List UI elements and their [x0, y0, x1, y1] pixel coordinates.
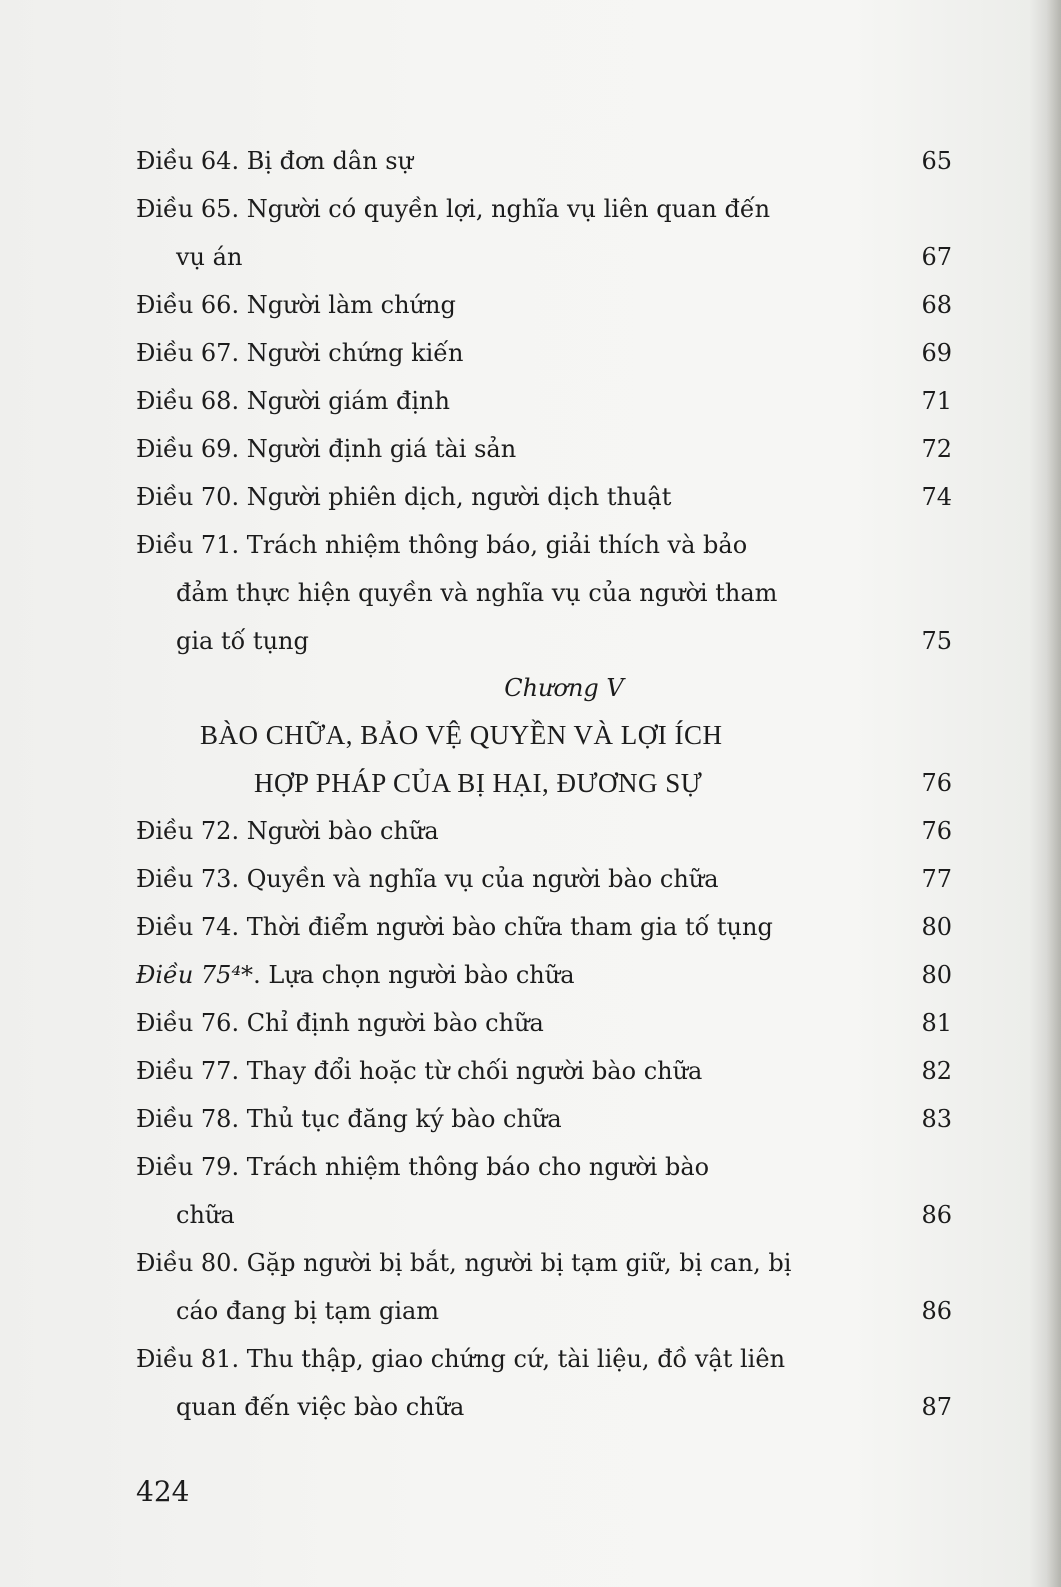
toc-entry-label: Điều 66. Người làm chứng [136, 291, 456, 319]
toc-entry-label: Điều 65. Người có quyền lợi, nghĩa vụ liên quan đến [136, 195, 771, 223]
toc-entry-label: Điều 71. Trách nhiệm thông báo, giải thích và bảo [136, 531, 748, 559]
toc-entry-label: Điều 69. Người định giá tài sản [136, 435, 517, 463]
toc-entry-label: quan đến việc bào chữa [176, 1393, 465, 1421]
toc-entry-label: gia tố tụng [176, 627, 309, 655]
toc-entry-label: vụ án [176, 243, 243, 271]
toc-entry [136, 855, 952, 903]
toc-entry-label-prefix: Điều 75⁴* [136, 961, 254, 989]
toc-entry-label: Điều 64. Bị đơn dân sự [136, 147, 414, 175]
toc-entry-label [136, 951, 575, 999]
toc-entry-label: Điều 78. Thủ tục đăng ký bào chữa [136, 1105, 562, 1133]
toc-entry [136, 951, 952, 999]
toc-entry-label: Điều 67. Người chứng kiến [136, 339, 464, 367]
toc-entry-page: 74 [921, 483, 952, 511]
toc-entry-page: 82 [921, 1057, 952, 1085]
toc-entry-page: 77 [921, 865, 952, 893]
toc-entry-page: 72 [921, 435, 952, 463]
toc-entry [136, 473, 952, 521]
toc-entry-page: 76 [921, 817, 952, 845]
toc-entry [136, 329, 952, 377]
toc-entry-page: 80 [921, 961, 952, 989]
toc-entry-page: 67 [921, 243, 952, 271]
toc-entry-label: Điều 70. Người phiên dịch, người dịch thuật [136, 483, 672, 511]
chapter-title: HỢP PHÁP CỦA BỊ HẠI, ĐƯƠNG SỰ [254, 768, 703, 798]
toc-entry-continuation [136, 1287, 952, 1335]
toc-entry-label: Điều 81. Thu thập, giao chứng cứ, tài liệu, đồ vật liên [136, 1345, 786, 1373]
page-edge [1047, 0, 1061, 1587]
toc-entry-page: 86 [921, 1297, 952, 1325]
toc-entry-page: 65 [921, 147, 952, 175]
toc-entry [136, 999, 952, 1047]
toc-entry-page: 71 [921, 387, 952, 415]
toc-entry [136, 1143, 952, 1191]
toc-entry-label: Điều 73. Quyền và nghĩa vụ của người bào chữa [136, 865, 719, 893]
toc-entry [136, 1239, 952, 1287]
toc-entry-continuation [136, 233, 952, 281]
toc-entry-page: 86 [921, 1201, 952, 1229]
toc-entry-page: 87 [921, 1393, 952, 1421]
toc-entry-page: 69 [921, 339, 952, 367]
toc-entry-page: 75 [921, 627, 952, 655]
toc-entry-continuation [136, 1191, 952, 1239]
toc-entry-label: đảm thực hiện quyền và nghĩa vụ của người tham [176, 579, 778, 607]
toc-entry-page: 81 [921, 1009, 952, 1037]
toc-entry-label: Điều 68. Người giám định [136, 387, 450, 415]
table-of-contents [136, 137, 952, 1431]
toc-entry-label: Điều 77. Thay đổi hoặc từ chối người bào chữa [136, 1057, 703, 1085]
chapter-page: 76 [921, 769, 952, 797]
toc-entry [136, 281, 952, 329]
page-number: 424 [136, 1475, 190, 1508]
toc-entry-continuation [136, 617, 952, 665]
toc-entry-continuation [136, 569, 952, 617]
chapter-label: Chương V [504, 674, 624, 702]
toc-entry-continuation [136, 1383, 952, 1431]
toc-entry [136, 521, 952, 569]
toc-entry-label: Điều 74. Thời điểm người bào chữa tham gia tố tụng [136, 913, 773, 941]
toc-entry-label: Điều 79. Trách nhiệm thông báo cho người bào [136, 1153, 710, 1181]
toc-entry-page: 80 [921, 913, 952, 941]
toc-entry [136, 137, 952, 185]
toc-entry [136, 807, 952, 855]
toc-entry-label: Điều 76. Chỉ định người bào chữa [136, 1009, 544, 1037]
toc-entry [136, 377, 952, 425]
toc-entry-label: cáo đang bị tạm giam [176, 1297, 440, 1325]
toc-entry-page: 83 [921, 1105, 952, 1133]
toc-entry [136, 903, 952, 951]
toc-entry [136, 1095, 952, 1143]
toc-entry-label-rest: . Lựa chọn người bào chữa [253, 961, 575, 989]
toc-entry-label: chữa [176, 1201, 235, 1229]
toc-entry [136, 1047, 952, 1095]
toc-entry [136, 185, 952, 233]
toc-entry-label: Điều 72. Người bào chữa [136, 817, 439, 845]
toc-entry [136, 425, 952, 473]
toc-entry-page: 68 [921, 291, 952, 319]
chapter-title-line [136, 759, 952, 807]
chapter-title: BÀO CHỮA, BẢO VỆ QUYỀN VÀ LỢI ÍCH [200, 720, 723, 750]
toc-entry [136, 1335, 952, 1383]
chapter-title-line [136, 711, 952, 759]
toc-entry-label: Điều 80. Gặp người bị bắt, người bị tạm giữ, bị can, bị [136, 1249, 792, 1277]
